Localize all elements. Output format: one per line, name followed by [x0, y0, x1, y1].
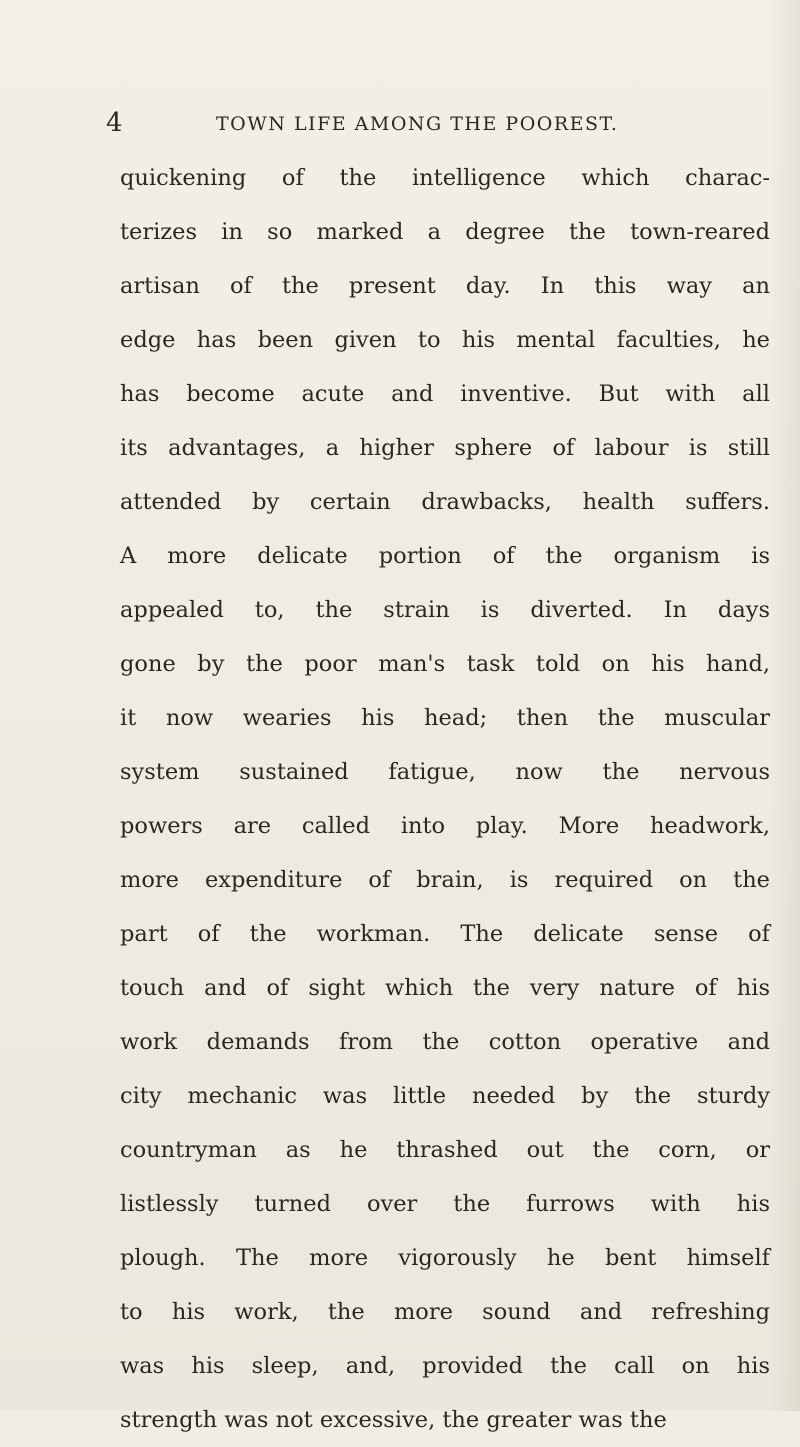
text-line-20: listlessly turned over the furrows with his [120, 1191, 770, 1217]
text-line-9: appealed to, the strain is diverted. In days [120, 597, 770, 623]
text-line-4: edge has been given to his mental faculties, he [120, 327, 770, 353]
text-line-7: attended by certain drawbacks, health suffers. [120, 489, 770, 515]
text-line-6: its advantages, a higher sphere of labour is still [120, 435, 770, 461]
text-line-22: to his work, the more sound and refreshing [120, 1299, 770, 1325]
body-text [120, 151, 770, 1447]
text-line-13: powers are called into play. More headwork, [120, 813, 770, 839]
text-line-1: quickening of the intelligence which charac- [120, 165, 770, 191]
text-line-17: work demands from the cotton operative and [120, 1029, 770, 1055]
text-line-18: city mechanic was little needed by the sturdy [120, 1083, 770, 1109]
page-header [106, 108, 706, 148]
running-head: TOWN LIFE AMONG THE POOREST. [216, 113, 619, 135]
page-number: 4 [106, 108, 123, 138]
text-line-5: has become acute and inventive. But with all [120, 381, 770, 407]
text-line-11: it now wearies his head; then the muscular [120, 705, 770, 731]
text-line-19: countryman as he thrashed out the corn, or [120, 1137, 770, 1163]
text-line-8: A more delicate portion of the organism is [120, 543, 770, 569]
text-line-16: touch and of sight which the very nature of his [120, 975, 770, 1001]
text-line-2: terizes in so marked a degree the town-reared [120, 219, 770, 245]
text-line-15: part of the workman. The delicate sense of [120, 921, 770, 947]
text-line-21: plough. The more vigorously he bent himself [120, 1245, 770, 1271]
text-line-14: more expenditure of brain, is required on the [120, 867, 770, 893]
text-line-10: gone by the poor man's task told on his hand, [120, 651, 770, 677]
text-line-23: was his sleep, and, provided the call on his [120, 1353, 770, 1379]
text-line-24: strength was not excessive, the greater was the [120, 1407, 667, 1433]
text-line-12: system sustained fatigue, now the nervous [120, 759, 770, 785]
text-line-3: artisan of the present day. In this way an [120, 273, 770, 299]
